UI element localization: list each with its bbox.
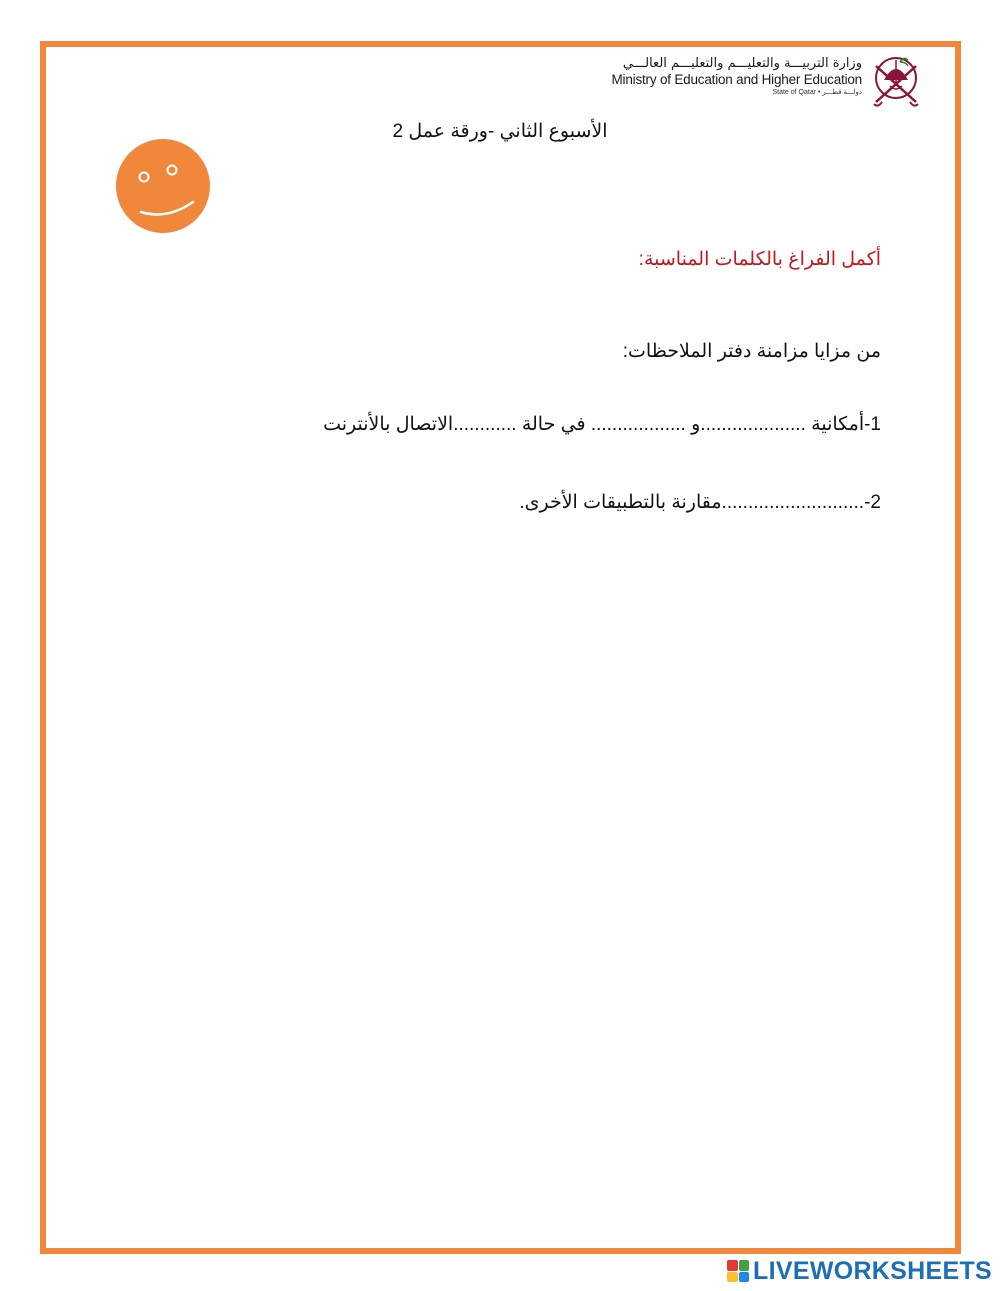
ministry-state-label: State of Qatar • دولـــة قطـــر — [772, 89, 862, 96]
ministry-logo-text — [612, 56, 863, 96]
liveworksheets-logo-icon — [727, 1260, 749, 1282]
ministry-logo — [611, 46, 922, 118]
liveworksheets-brand: LIVEWORKSHEETS — [753, 1256, 992, 1285]
smiley-face-icon — [115, 138, 211, 234]
ministry-name-arabic: وزارة التربيـــة والتعليـــم والتعليـــم العالـــي — [622, 56, 862, 71]
fill-blank-item-2[interactable]: 2-...........................مقارنة بالتطبيقات الأخرى. — [519, 492, 881, 513]
fill-blank-item-1[interactable]: 1-أمكانية ....................و .................. في حالة ............الاتصال بالأنترنت — [323, 414, 881, 435]
liveworksheets-footer — [727, 1257, 992, 1285]
qatar-emblem-icon — [870, 50, 922, 112]
worksheet-title: الأسبوع الثاني -ورقة عمل 2 — [392, 121, 608, 142]
ministry-name-english: Ministry of Education and Higher Education — [611, 72, 862, 87]
question-text: من مزايا مزامنة دفتر الملاحظات: — [622, 341, 881, 362]
instruction-text: أكمل الفراغ بالكلمات المناسبة: — [638, 249, 881, 270]
